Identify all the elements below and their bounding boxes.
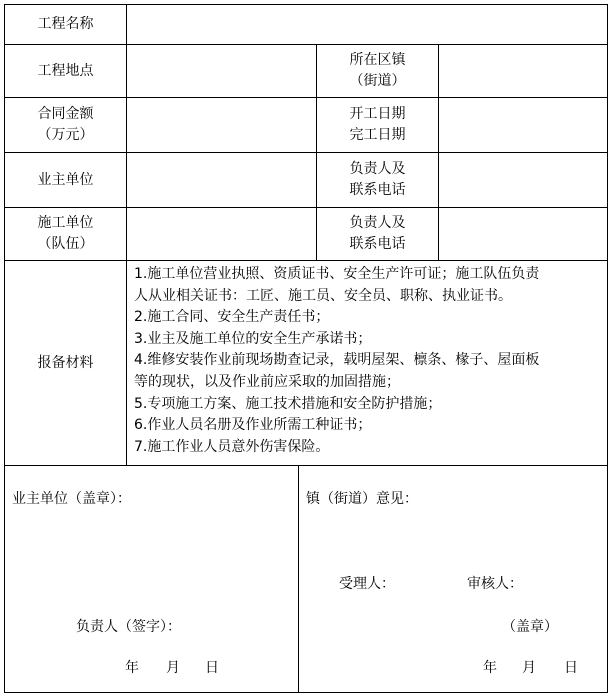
- town-seal-label: （盖章）: [502, 619, 558, 635]
- construction-contact-label-line1: 负责人及: [349, 215, 406, 231]
- construction-unit-label: [5, 208, 126, 260]
- construction-unit-field[interactable]: [127, 208, 316, 260]
- materials-label: [5, 261, 126, 465]
- project-location-label: [5, 45, 126, 97]
- owner-unit-label-text: 业主单位: [37, 171, 94, 188]
- construction-contact-label: [317, 208, 438, 260]
- owner-contact-label-line2: 联系电话: [349, 182, 406, 198]
- construction-contact-field[interactable]: [439, 208, 607, 260]
- materials-line: 3.业主及施工单位的安全生产承诺书；: [134, 330, 372, 347]
- rule: [4, 465, 608, 466]
- start-date-label: 开工日期: [349, 106, 406, 122]
- project-name-label: [5, 5, 126, 44]
- materials-list: [134, 264, 606, 458]
- town-reviewer-label: 审核人：: [467, 576, 523, 592]
- district-label-line1: 所在区镇: [349, 52, 406, 68]
- owner-contact-field[interactable]: [439, 153, 607, 207]
- project-name-field[interactable]: [127, 5, 607, 44]
- construction-unit-label-line2: （队伍）: [37, 236, 94, 252]
- project-location-label-text: 工程地点: [37, 62, 94, 79]
- end-date-label: 完工日期: [349, 127, 406, 143]
- materials-line: 4.维修安装作业前现场勘查记录，载明屋架、檩条、椽子、屋面板: [134, 352, 540, 369]
- rule: [4, 692, 608, 693]
- owner-month-label: 月: [166, 660, 180, 676]
- district-label-line2: （街道）: [349, 73, 406, 89]
- materials-line: 等的现状，以及作业前应采取的加固措施；: [134, 373, 400, 390]
- owner-year-label: 年: [125, 660, 139, 676]
- materials-line: 2.施工合同、安全生产责任书；: [134, 309, 330, 326]
- town-handler-label: 受理人：: [339, 576, 395, 592]
- contract-amount-label: [5, 98, 126, 152]
- construction-contact-label-line2: 联系电话: [349, 236, 406, 252]
- owner-unit-label: [5, 153, 126, 207]
- rule: [298, 465, 299, 693]
- construction-unit-label-line1: 施工单位: [37, 215, 94, 231]
- town-day-label: 日: [564, 660, 578, 676]
- materials-line: 1.施工单位营业执照、资质证书、安全生产许可证；施工队伍负责: [134, 266, 540, 282]
- district-label: [317, 45, 438, 97]
- project-location-field[interactable]: [127, 45, 316, 97]
- owner-unit-field[interactable]: [127, 153, 316, 207]
- materials-label-text: 报备材料: [37, 354, 94, 371]
- town-opinion-title: 镇（街道）意见：: [306, 491, 418, 507]
- owner-day-label: 日: [205, 660, 219, 676]
- town-month-label: 月: [522, 660, 536, 676]
- town-year-label: 年: [483, 660, 497, 676]
- materials-line: 6.作业人员名册及作业所需工种证书；: [134, 417, 372, 434]
- contract-amount-field[interactable]: [127, 98, 316, 152]
- contract-amount-label-line2: （万元）: [37, 127, 94, 143]
- materials-line: 7.施工作业人员意外伤害保险。: [134, 438, 330, 455]
- rule: [607, 4, 608, 693]
- owner-contact-label: [317, 153, 438, 207]
- owner-signer-label: 负责人（签字）：: [76, 619, 181, 635]
- district-field[interactable]: [439, 45, 607, 97]
- project-name-label-text: 工程名称: [37, 16, 94, 32]
- materials-line: 人从业相关证书：工匠、施工员、安全员、职称、执业证书。: [134, 287, 512, 304]
- dates-field[interactable]: [439, 98, 607, 152]
- materials-line: 5.专项施工方案、施工技术措施和安全防护措施；: [134, 395, 442, 412]
- dates-label: [317, 98, 438, 152]
- contract-amount-label-line1: 合同金额: [37, 106, 94, 122]
- owner-contact-label-line1: 负责人及: [349, 161, 406, 177]
- owner-seal-title: 业主单位（盖章）：: [12, 491, 131, 507]
